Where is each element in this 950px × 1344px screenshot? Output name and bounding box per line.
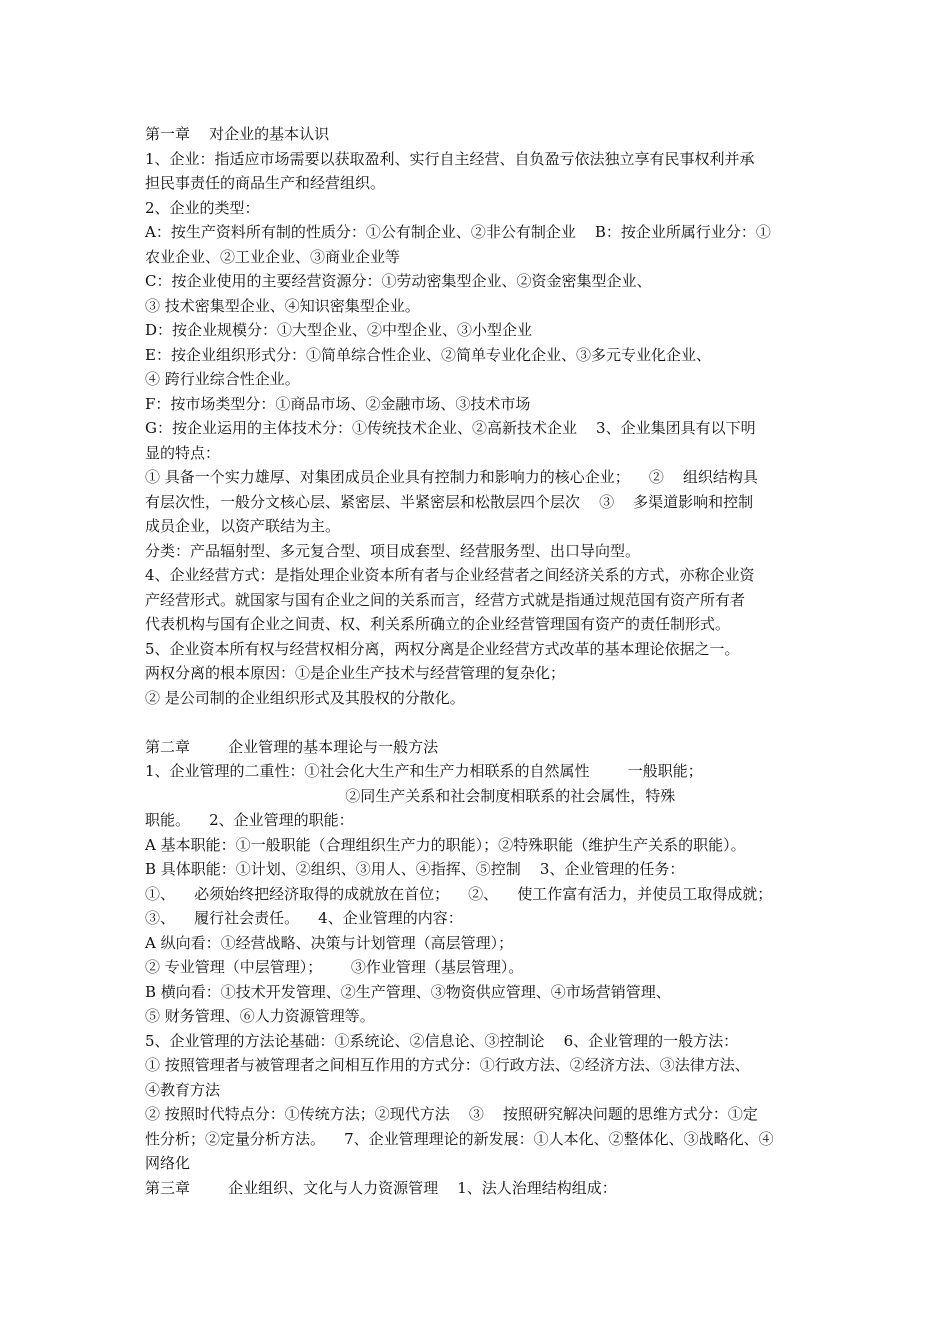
text-line: A 纵向看：①经营战略、决策与计划管理（高层管理）； [145,933,514,952]
text-line: A：按生产资料所有制的性质分：①公有制企业、②非公有制企业 B：按企业所属行业分：① [145,223,771,241]
text-line: 第二章 企业管理的基本理论与一般方法 [145,737,439,756]
text-line: F：按市场类型分：①商品市场、②金融市场、③技术市场 [145,394,531,413]
text-line: C：按企业使用的主要经营资源分：①劳动密集型企业、②资金密集型企业、 [145,272,652,290]
text-line: ④ 跨行业综合性企业。 [145,370,300,388]
text-line: 4、企业经营方式：是指处理企业资本所有者与企业经营者之间经济关系的方式，亦称企业资 [145,566,755,584]
text-line: 职能。 2、企业管理的职能： [145,811,354,829]
text-line: B 横向看：①技术开发管理、②生产管理、③物资供应管理、④市场营销管理、 [145,982,671,1001]
text-line: E：按企业组织形式分：①简单综合性企业、②简单专业化企业、③多元专业化企业、 [145,345,711,364]
text-line: 两权分离的根本原因：①是企业生产技术与经营管理的复杂化； [145,664,566,682]
text-line: 担民事责任的商品生产和经营组织。 [145,174,386,192]
text-line: ③ 技术密集型企业、④知识密集型企业。 [145,296,420,315]
text-line: 5、企业管理的方法论基础：①系统论、②信息论、③控制论 6、企业管理的一般方法： [145,1031,739,1050]
text-line: G：按企业运用的主体技术分：①传统技术企业、②高新技术企业 3、企业集团具有以下明 [145,419,756,437]
text-line: 有层次性，一般分文核心层、紧密层、半紧密层和松散层四个层次 ③ 多渠道影响和控制 [145,492,754,511]
text-line: ② 按照时代特点分：①传统方法；②现代方法 ③ 按照研究解决问题的思维方式分：①定 [145,1105,758,1123]
text-line: A 基本职能：①一般职能（合理组织生产力的职能）；②特殊职能（维护生产关系的职能）。 [145,835,746,854]
text-line: 5、企业资本所有权与经营权相分离，两权分离是企业经营方式改革的基本理论依据之一。 [145,639,740,658]
text-line: 分类：产品辐射型、多元复合型、项目成套型、经营服务型、出口导向型。 [145,541,641,560]
text-line: 1、企业：指适应市场需要以获取盈利、实行自主经营、自负盈亏依法独立享有民事权利并承 [145,149,755,168]
text-line: 性分析；②定量分析方法。 7、企业管理理论的新发展：①人本化、②整体化、③战略化、④ [145,1129,774,1148]
text-line: ① 具备一个实力雄厚、对集团成员企业具有控制力和影响力的核心企业； ② 组织结构具 [145,468,758,486]
text-line: ① 按照管理者与被管理者之间相互作用的方式分：①行政方法、②经济方法、③法律方法、 [145,1056,750,1074]
text-line: 1、企业管理的二重性：①社会化大生产和生产力相联系的自然属性 一般职能； [145,762,703,780]
text-line: 第三章 企业组织、文化与人力资源管理 1、法人治理结构组成： [145,1178,617,1197]
text-line: ③、 履行社会责任。 4、企业管理的内容： [145,909,463,927]
text-line: 2、企业的类型： [145,198,260,217]
text-line: 第一章 对企业的基本认识 [145,125,330,143]
text-line: B 具体职能：①计划、②组织、③用人、④指挥、⑤控制 3、企业管理的任务： [145,860,685,878]
text-line: ② 专业管理（中层管理）； ③作业管理（基层管理）。 [145,958,524,976]
document-page [145,122,817,1200]
text-line: 网络化 [145,1154,191,1172]
text-line: ④教育方法 [145,1080,221,1099]
text-line: 产经营形式。就国家与国有企业之间的关系而言，经营方式就是指通过规范国有资产所有者 [145,590,746,609]
text-line: ②同生产关系和社会制度相联系的社会属性，特殊 [145,786,676,805]
blank-line [145,710,817,735]
text-line: ② 是公司制的企业组织形式及其股权的分散化。 [145,688,465,707]
text-line: ①、 必须始终把经济取得的成就放在首位； ②、 使工作富有活力，并使员工取得成就； [145,884,773,903]
text-line: ⑤ 财务管理、⑥人力资源管理等。 [145,1007,375,1025]
text-line: 显的特点： [145,443,221,462]
text-line: 代表机构与国有企业之间责、权、利关系所确立的企业经营管理国有资产的责任制形式。 [145,615,731,633]
text-line: D：按企业规模分：①大型企业、②中型企业、③小型企业 [145,321,533,339]
text-line: 农业企业、②工业企业、③商业企业等 [145,247,401,266]
text-line: 成员企业，以资产联结为主。 [145,517,341,535]
